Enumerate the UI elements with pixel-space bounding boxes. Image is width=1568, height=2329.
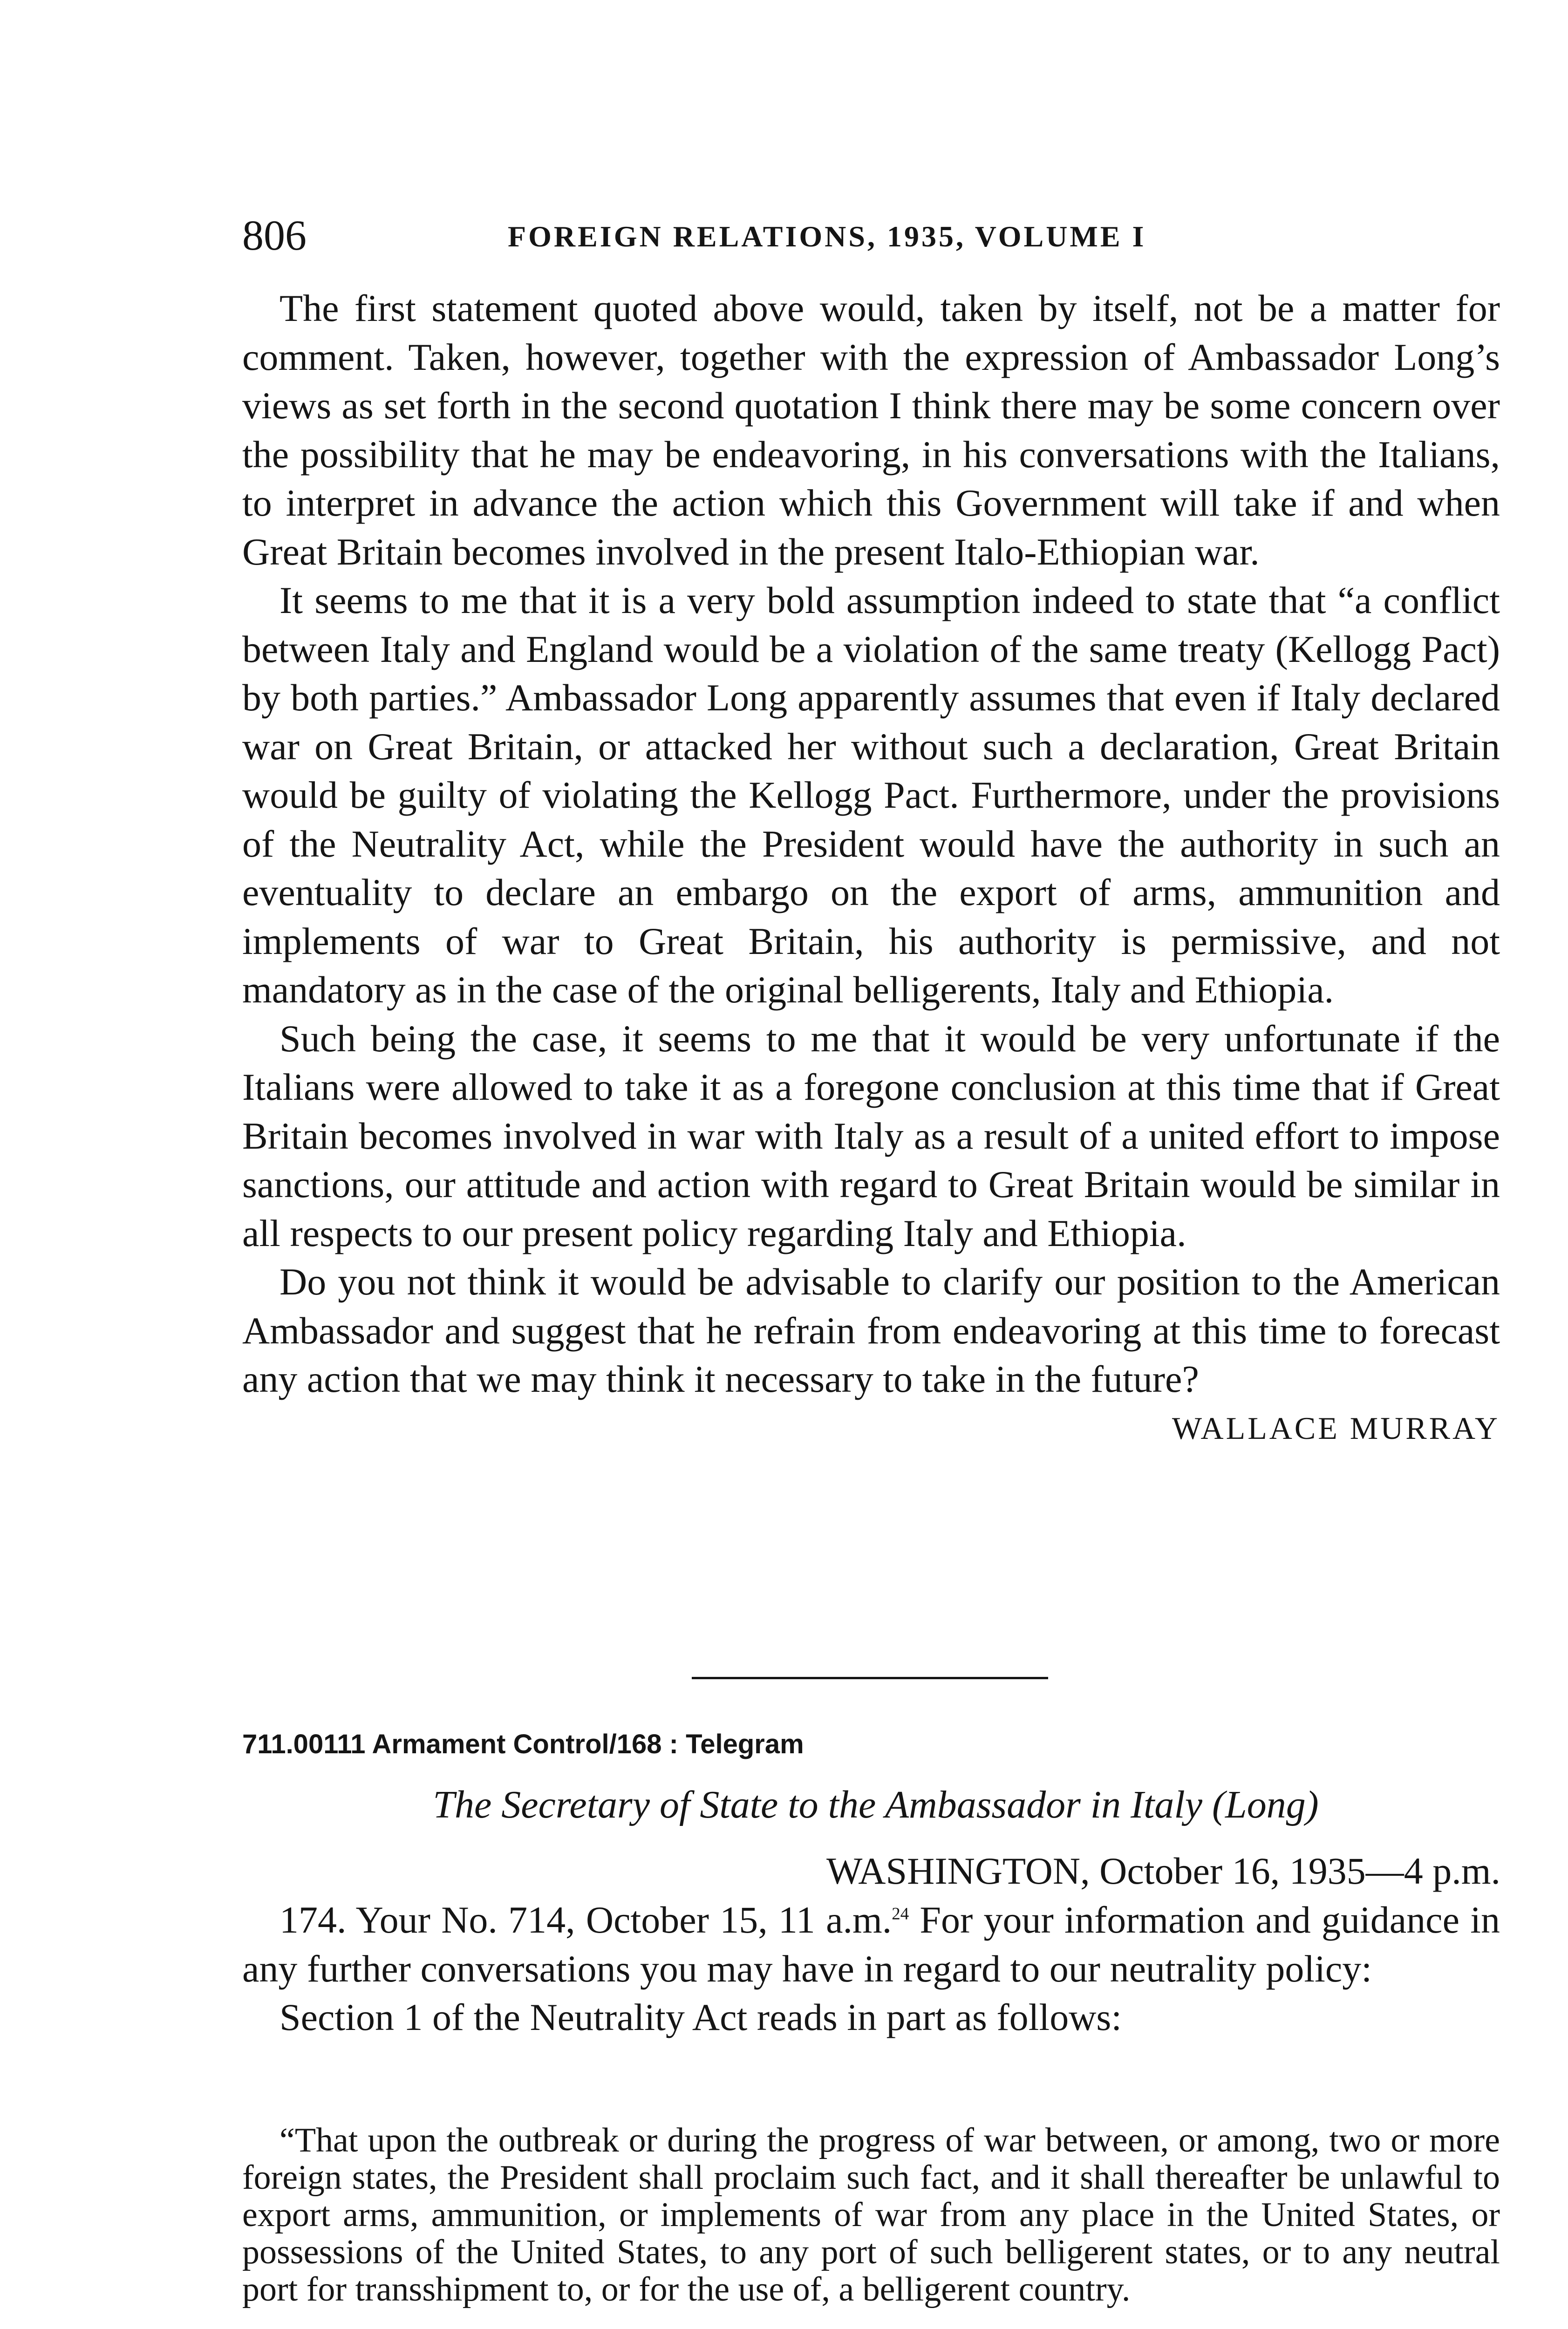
paragraph-text: 174. Your No. 714, October 15, 11 a.m.	[280, 1899, 892, 1941]
quote-text: “That upon the outbreak or during the progress of war between, or among, two or more foreign states, the President shall proclaim such fact, and it shall thereafter be unlawful to export arms, ammunition, or implements of war from any place in the United States, or possessions of the United States, to any port of such belligerent states, or to any neutral port for transshipment to, or for the use of, a belligerent country.	[242, 2121, 1500, 2309]
page-header	[242, 205, 1514, 266]
section-divider	[692, 1677, 1048, 1679]
telegram-body	[242, 1896, 1500, 2042]
memo-paragraph: Do you not think it would be advisable to clarify our position to the American Ambassador and suggest that he refrain from endeavoring at this time to forecast any action that we may think it necessary to take in the future?	[242, 1260, 1500, 1400]
paragraph-text: For your information and guidance in any further conversations you may have in regard to our neutrality policy:	[242, 1899, 1500, 1990]
document-title: The Secretary of State to the Ambassador in Italy (Long)	[433, 1783, 1319, 1826]
dateline-place: WASHINGTON	[826, 1850, 1081, 1892]
quoted-passage	[242, 2122, 1500, 2308]
memo-paragraph: It seems to me that it is a very bold assumption indeed to state that “a conflict between Italy and England would be a violation of the same treaty (Kellogg Pact) by both parties.” Ambassador Long apparently assumes that even if Italy declared war on Great Britain, or attacked her without such a declaration, Great Britain would be guilty of violating the Kellogg Pact. Furthermore, under the provisions of the Neutrality Act, while the President would have the authority in such an eventuality to declare an embargo on the export of arms, ammunition and implements of war to Great Britain, his authority is permissive, and not mandatory as in the case of the original belligerents, Italy and Ethiopia.	[242, 579, 1500, 1011]
signature-line	[242, 1404, 1500, 1453]
footnote-reference: 24	[892, 1904, 909, 1923]
telegram-paragraph-2: Section 1 of the Neutrality Act reads in part as follows:	[280, 1996, 1122, 2038]
signature: WALLACE MURRAY	[1172, 1410, 1500, 1446]
memo-paragraph: The first statement quoted above would, taken by itself, not be a matter for comment. Taken, however, together with the expression of Ambassador Long’s views as set forth in the second quotation I think there may be some concern over the possibility that he may be endeavoring, in his conversations with the Italians, to interpret in advance the action which this Government will take if and when Great Britain becomes involved in the present Italo-Ethiopian war.	[242, 287, 1500, 573]
memo-paragraph: Such being the case, it seems to me that it would be very unfortunate if the Italians were allowed to take it as a foregone conclusion at this time that if Great Britain becomes involved in war with Italy as a result of a united effort to impose sanctions, our attitude and action with regard to Great Britain would be similar in all respects to our present policy regarding Italy and Ethiopia.	[242, 1017, 1500, 1254]
dateline-date: , October 16, 1935—4 p.m.	[1080, 1850, 1500, 1892]
telegram-paragraph-1	[242, 1896, 1500, 1993]
file-number: 711.00111 Armament Control/168 : Telegram	[242, 1729, 804, 1759]
running-head: FOREIGN RELATIONS, 1935, VOLUME I	[508, 220, 1146, 253]
memo-body	[242, 284, 1500, 1453]
dateline	[826, 1847, 1500, 1896]
page-number: 806	[242, 211, 307, 259]
